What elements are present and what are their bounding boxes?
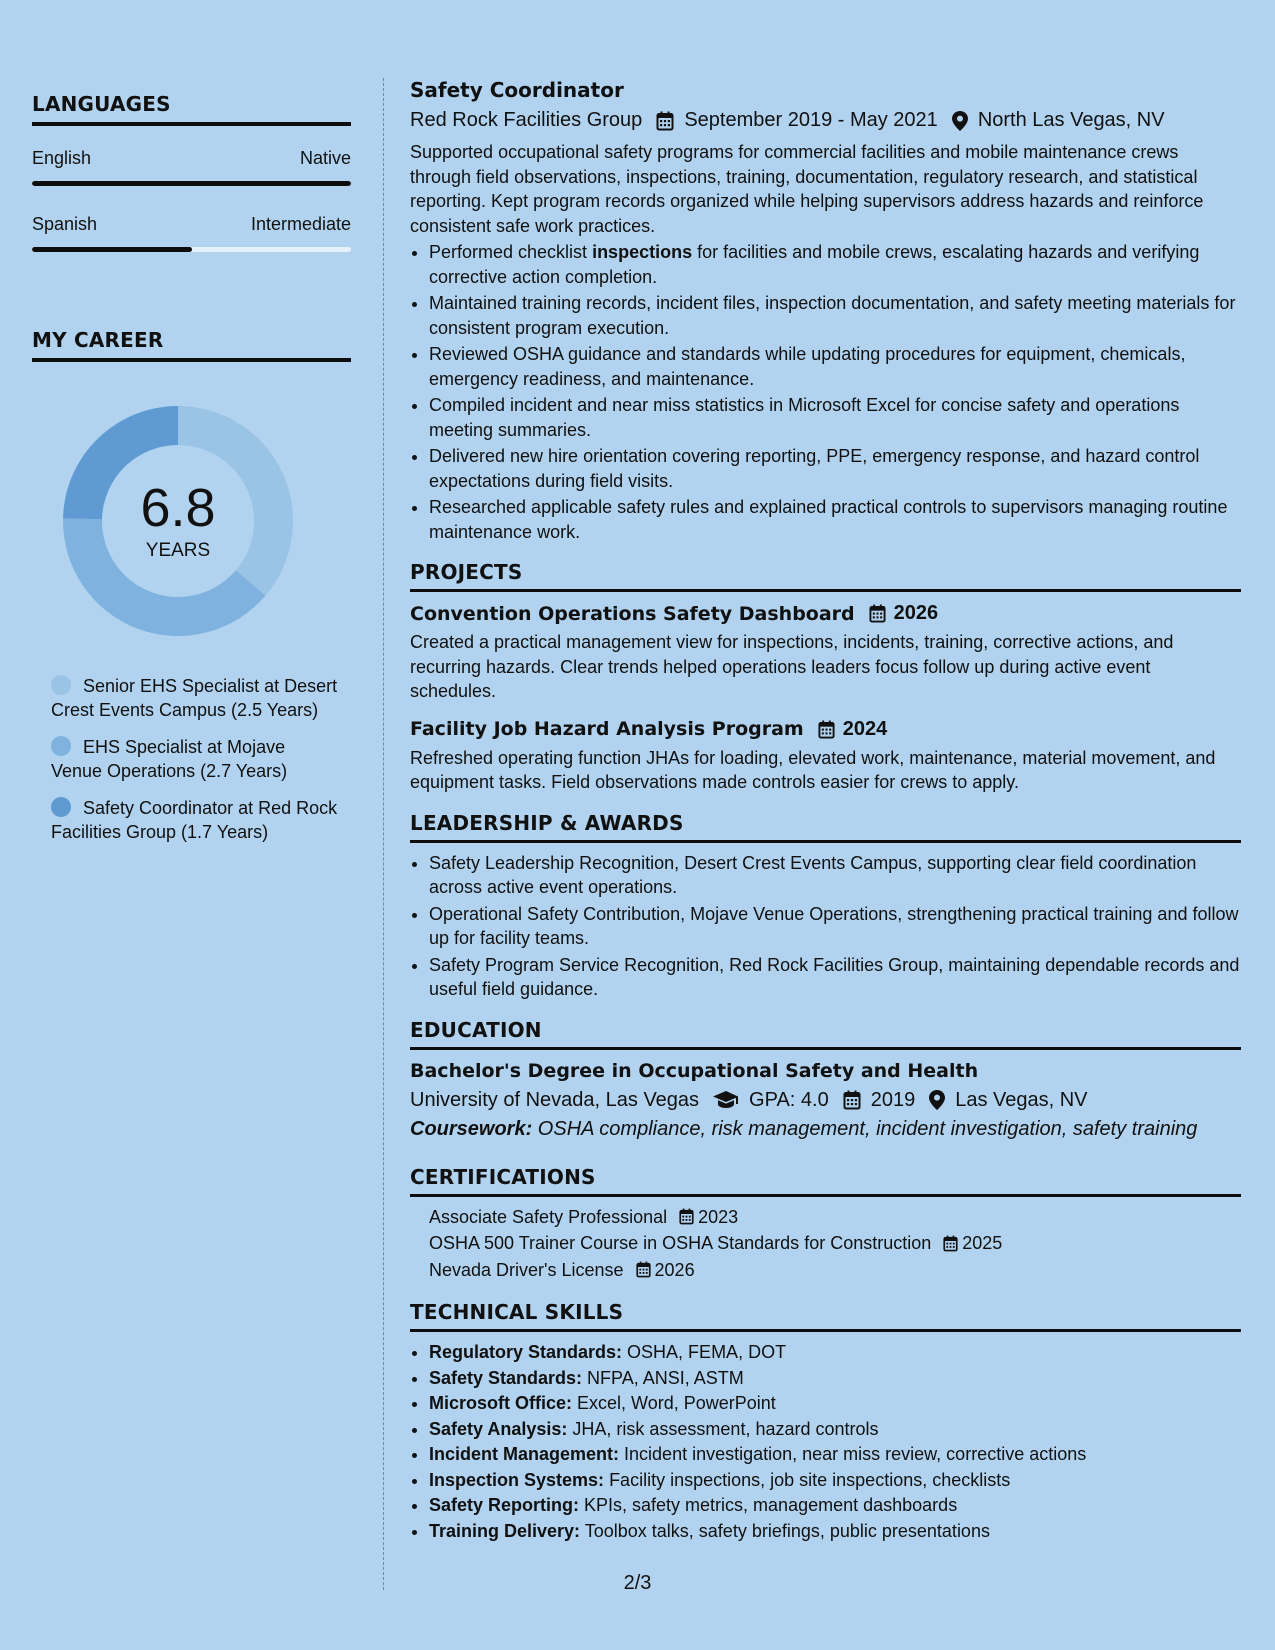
legend-dot	[51, 675, 71, 695]
skill-label: Microsoft Office:	[429, 1393, 573, 1413]
list-item: • Safety Leadership Recognition, Desert Crest Events Campus, supporting clear field coordination across active event operations.	[429, 851, 1241, 900]
location-pin-icon	[952, 111, 968, 131]
skill-label: Incident Management:	[429, 1444, 620, 1464]
project-description: Refreshed operating function JHAs for loading, elevated work, maintenance, material movement, and equipment tasks. Field observations made controls easier for crews to apply.	[410, 747, 1216, 792]
calendar-icon	[843, 1090, 861, 1110]
list-item: • Compiled incident and near miss statistics in Microsoft Excel for concise safety and operations meeting summaries.	[429, 393, 1241, 442]
list-item: • Safety Program Service Recognition, Red Rock Facilities Group, maintaining dependable records and useful field guidance.	[429, 953, 1241, 1002]
legend-dot	[51, 736, 71, 756]
project-year: 2026	[893, 602, 939, 624]
right-column	[410, 78, 1241, 1544]
calendar-icon	[943, 1235, 958, 1252]
job-description: Supported occupational safety programs for commercial facilities and mobile maintenance crews through field observations, inspections, training, documentation, regulatory research, and statistical reporting. Kept program records organized while helping supervisors address hazards and reinforce consistent safe work practices.	[410, 142, 1204, 236]
legend-item	[51, 674, 341, 722]
language-item	[32, 214, 351, 252]
list-item: • Maintained training records, incident files, inspection documentation, and safety meeting materials for consistent program execution.	[429, 291, 1241, 340]
job-title: Safety Coordinator	[410, 78, 624, 102]
education-meta	[410, 1089, 1241, 1112]
list-item	[429, 1340, 1241, 1365]
list-item	[429, 1231, 1241, 1256]
list-item	[429, 240, 1241, 289]
legend-item	[51, 796, 341, 844]
project-description: Created a practical management view for inspections, incidents, training, corrective actions, and recurring hazards. Clear trends helped operations leaders focus follow up during active event schedules.	[410, 632, 1174, 701]
language-proficiency-bar	[32, 247, 351, 252]
skill-value: KPIs, safety metrics, management dashboards	[579, 1495, 958, 1515]
education-degree: Bachelor's Degree in Occupational Safety and Health	[410, 1059, 979, 1082]
skills-heading: TECHNICAL SKILLS	[410, 1300, 1241, 1332]
list-item: • Researched applicable safety rules and explained practical controls to supervisors managing routine maintenance work.	[429, 495, 1241, 544]
language-level: Native	[299, 148, 351, 168]
calendar-icon	[679, 1208, 694, 1225]
language-proficiency-bar	[32, 181, 351, 186]
skills-list	[410, 1340, 1241, 1543]
language-level: Intermediate	[250, 214, 351, 234]
list-item	[429, 1493, 1241, 1518]
skill-label: Regulatory Standards:	[429, 1342, 623, 1362]
project-item	[410, 718, 1241, 795]
certification-name: OSHA 500 Trainer Course in OSHA Standards for Construction	[429, 1233, 932, 1253]
career-years-unit: YEARS	[145, 540, 211, 561]
list-item	[429, 1519, 1241, 1544]
graduation-cap-icon	[713, 1091, 739, 1109]
coursework-label: Coursework:	[410, 1117, 533, 1140]
skill-value: Incident investigation, near miss review, corrective actions	[619, 1444, 1087, 1464]
languages-heading: LANGUAGES	[32, 92, 351, 126]
education-gpa: GPA: 4.0	[749, 1088, 829, 1111]
legend-label: Safety Coordinator at Red Rock Facilities Group (1.7 Years)	[51, 798, 338, 842]
career-heading: MY CAREER	[32, 328, 351, 362]
job-location: North Las Vegas, NV	[977, 109, 1165, 131]
skill-value: JHA, risk assessment, hazard controls	[567, 1418, 879, 1439]
calendar-icon	[818, 720, 835, 739]
education-heading: EDUCATION	[410, 1018, 1241, 1050]
skill-label: Inspection Systems:	[429, 1469, 605, 1490]
legend-label: EHS Specialist at Mojave Venue Operations (2.7 Years)	[51, 737, 288, 781]
page-number: 2/3	[623, 1572, 652, 1594]
bullet-text: Performed checklist	[429, 242, 593, 262]
career-legend	[51, 674, 341, 844]
project-title: Convention Operations Safety Dashboard	[410, 602, 855, 625]
certification-year: 2026	[654, 1259, 695, 1280]
calendar-icon	[869, 604, 886, 623]
education-coursework	[410, 1118, 1241, 1141]
calendar-icon	[636, 1261, 651, 1278]
language-proficiency-fill	[32, 181, 351, 186]
location-pin-icon	[929, 1090, 945, 1110]
certification-name: Associate Safety Professional	[429, 1206, 668, 1227]
skill-value: Excel, Word, PowerPoint	[572, 1393, 776, 1413]
certification-year: 2025	[962, 1233, 1003, 1253]
career-total-years: 6.8	[140, 478, 216, 538]
projects-heading: PROJECTS	[410, 560, 1241, 592]
language-item	[32, 148, 351, 186]
list-item: • Delivered new hire orientation covering reporting, PPE, emergency response, and hazard control expectations during field visits.	[429, 444, 1241, 493]
certifications-heading: CERTIFICATIONS	[410, 1165, 1241, 1197]
skill-label: Safety Analysis:	[429, 1418, 568, 1439]
bullet-text: for facilities and mobile crews, escalating hazards and verifying corrective action completion.	[429, 242, 1200, 287]
job-bullets	[410, 240, 1241, 544]
language-name: Spanish	[32, 214, 98, 234]
list-item	[429, 1366, 1241, 1391]
project-item	[410, 602, 1241, 704]
skill-label: Safety Standards:	[429, 1367, 583, 1388]
legend-item	[51, 735, 341, 783]
job-meta	[410, 109, 1241, 132]
career-donut-chart	[63, 406, 293, 636]
list-item: • Reviewed OSHA guidance and standards while updating procedures for equipment, chemicals, emergency readiness, and maintenance.	[429, 342, 1241, 391]
skill-value: Facility inspections, job site inspections, checklists	[604, 1469, 1011, 1490]
skill-label: Safety Reporting:	[429, 1495, 580, 1515]
job-dates: September 2019 - May 2021	[684, 109, 938, 131]
language-proficiency-fill	[32, 247, 192, 252]
skill-label: Training Delivery:	[429, 1520, 581, 1541]
bullet-bold-text: inspections	[592, 242, 693, 262]
list-item	[429, 1391, 1241, 1416]
skill-value: OSHA, FEMA, DOT	[622, 1342, 787, 1362]
leadership-heading: LEADERSHIP & AWARDS	[410, 811, 1241, 843]
education-year: 2019	[870, 1088, 916, 1111]
list-item	[429, 1442, 1241, 1467]
column-divider	[383, 78, 384, 1590]
project-year: 2024	[842, 717, 888, 740]
certification-name: Nevada Driver's License	[429, 1259, 624, 1280]
skill-value: NFPA, ANSI, ASTM	[582, 1367, 744, 1388]
list-item	[429, 1468, 1241, 1493]
skill-value: Toolbox talks, safety briefings, public presentations	[580, 1520, 990, 1541]
leadership-list	[410, 851, 1241, 1002]
list-item	[429, 1205, 1241, 1230]
education-school: University of Nevada, Las Vegas	[410, 1088, 700, 1111]
left-column	[32, 92, 351, 857]
list-item: • Operational Safety Contribution, Mojave Venue Operations, strengthening practical training and follow up for facility teams.	[429, 902, 1241, 951]
project-title: Facility Job Hazard Analysis Program	[410, 718, 804, 740]
education-location: Las Vegas, NV	[955, 1088, 1088, 1111]
certifications-list	[410, 1205, 1241, 1283]
list-item	[429, 1258, 1241, 1283]
list-item	[429, 1417, 1241, 1442]
calendar-icon	[656, 111, 674, 131]
coursework-text: OSHA compliance, risk management, incident investigation, safety training	[532, 1117, 1198, 1140]
job-company: Red Rock Facilities Group	[410, 109, 643, 131]
certification-year: 2023	[698, 1206, 739, 1227]
legend-dot	[51, 797, 71, 817]
language-name: English	[32, 148, 92, 168]
legend-label: Senior EHS Specialist at Desert Crest Events Campus (2.5 Years)	[51, 676, 338, 720]
